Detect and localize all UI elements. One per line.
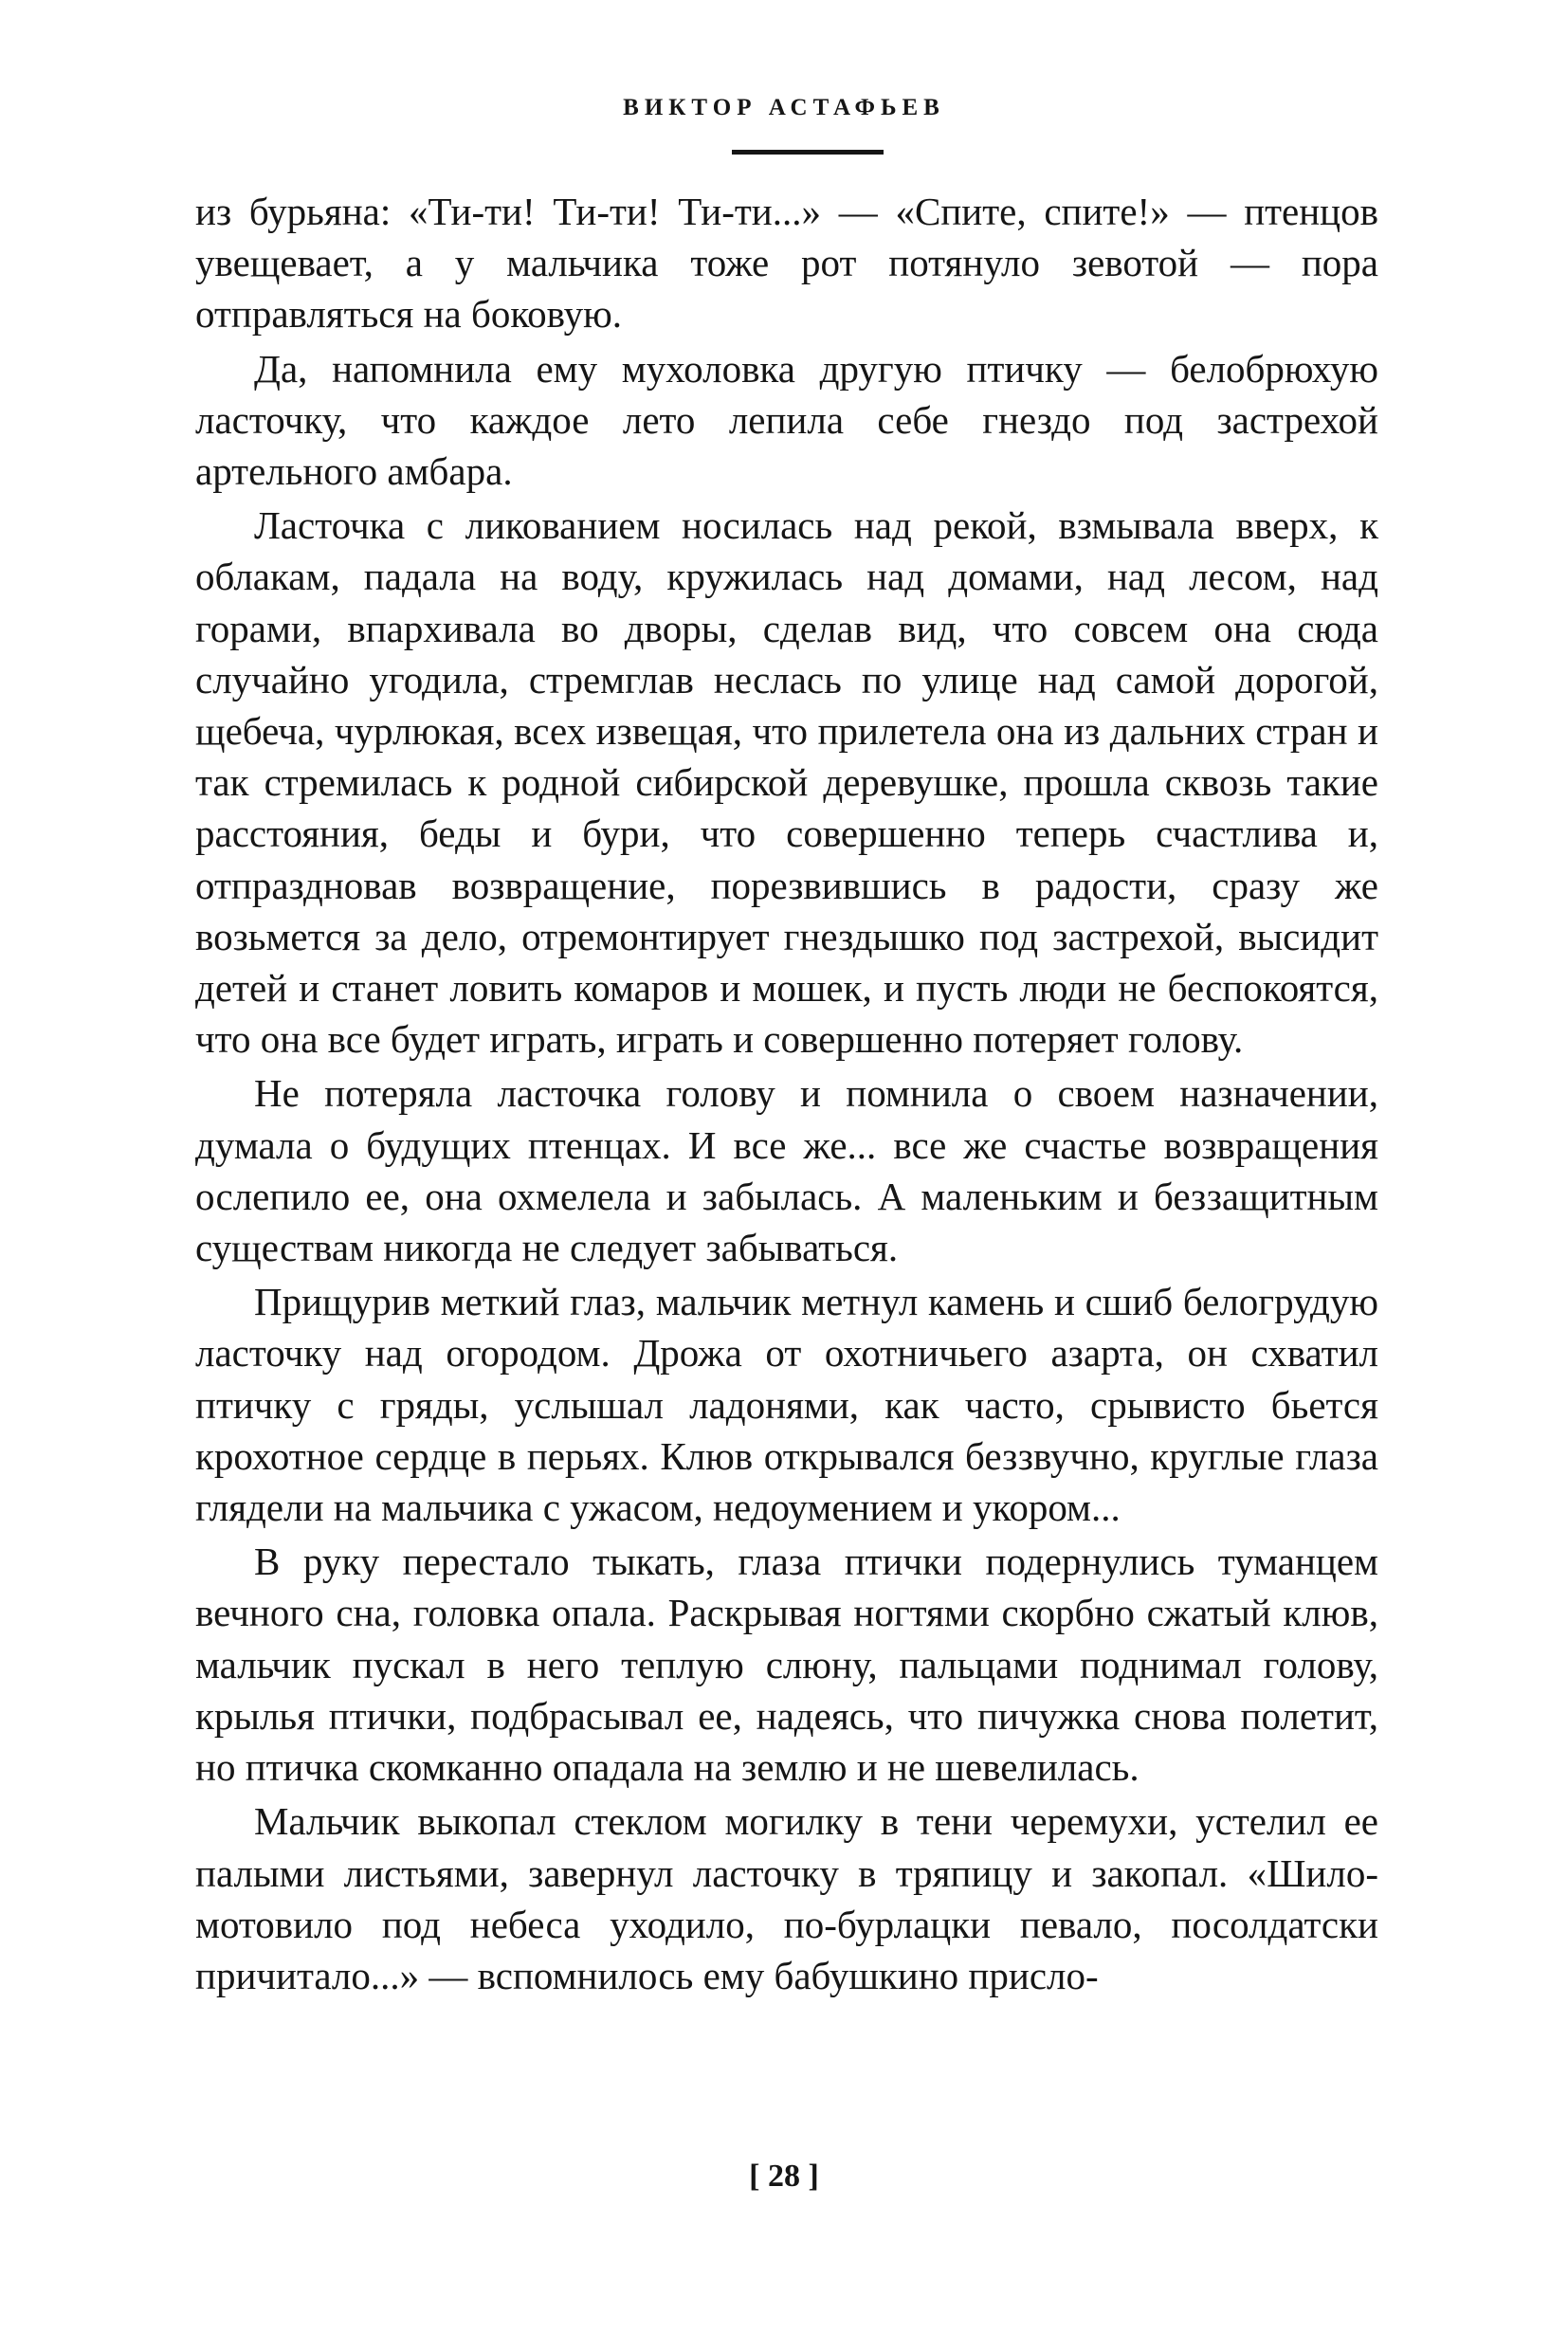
- paragraph: В руку перестало тыкать, глаза птички подернулись туманцем вечного сна, головка опала. Раскрывая ногтями скорбно сжатый клюв, мальчик пускал в него теплую слюну, пальцами поднимал голову, крылья птички, подбрасывал ее, надеясь, что пичужка снова полетит, но птичка скомканно опадала на землю и не шевелилась.: [195, 1540, 1378, 1790]
- paragraph: Мальчик выкопал стеклом могилку в тени черемухи, устелил ее палыми листьями, завернул ласточку в тряпицу и закопал. «Шило-мотовило под небеса уходило, по-бурлацки певало, посолдатски причитало...» — вспомнилось ему бабушкино присло-: [195, 1799, 1378, 1997]
- running-head-rule: [732, 150, 884, 155]
- page-number: [ 28 ]: [749, 2159, 819, 2194]
- paragraph: Прищурив меткий глаз, мальчик метнул камень и сшиб белогрудую ласточку над огородом. Дрожа от охотничьего азарта, он схватил птичку с гряды, услышал ладонями, как часто, срывисто бьется крохотное сердце в перьях. Клюв открывался беззвучно, круглые глаза глядели на мальчика с ужасом, недоумением и укором...: [195, 1280, 1378, 1530]
- paragraph: Ласточка с ликованием носилась над рекой, взмывала вверх, к облакам, падала на воду, кружилась над домами, над лесом, над горами, впархивала во дворы, сделав вид, что совсем она сюда случайно угодила, стремглав неслась по улице над самой дорогой, щебеча, чурлюкая, всех извещая, что прилетела она из дальних стран и так стремилась к родной сибирской деревушке, прошла сквозь такие расстояния, беды и бури, что совершенно теперь счастлива и, отпраздновав возвращение, порезвившись в радости, сразу же возьмется за дело, отремонтирует гнездышко под застрехой, высидит детей и станет ловить комаров и мошек, и пусть люди не беспокоятся, что она все будет играть, играть и совершенно потеряет голову.: [195, 503, 1378, 1062]
- paragraph: из бурьяна: «Ти-ти! Ти-ти! Ти-ти...» — «Спите, спите!» — птенцов увещевает, а у мальчика тоже рот потянуло зевотой — пора отправляться на боковую.: [195, 190, 1378, 337]
- paragraph: Не потеряла ласточка голову и помнила о своем назначении, думала о будущих птенцах. И все же... все же счастье возвращения ослепило ее, она охмелела и забылась. А маленьким и беззащитным существам никогда не следует забываться.: [195, 1071, 1378, 1270]
- paragraph: Да, напомнила ему мухоловка другую птичку — белобрюхую ласточку, что каждое лето лепила себе гнездо под застрехой артельного амбара.: [195, 346, 1378, 494]
- running-head: ВИКТОР АСТАФЬЕВ: [623, 95, 945, 120]
- body-text: [195, 186, 1378, 2001]
